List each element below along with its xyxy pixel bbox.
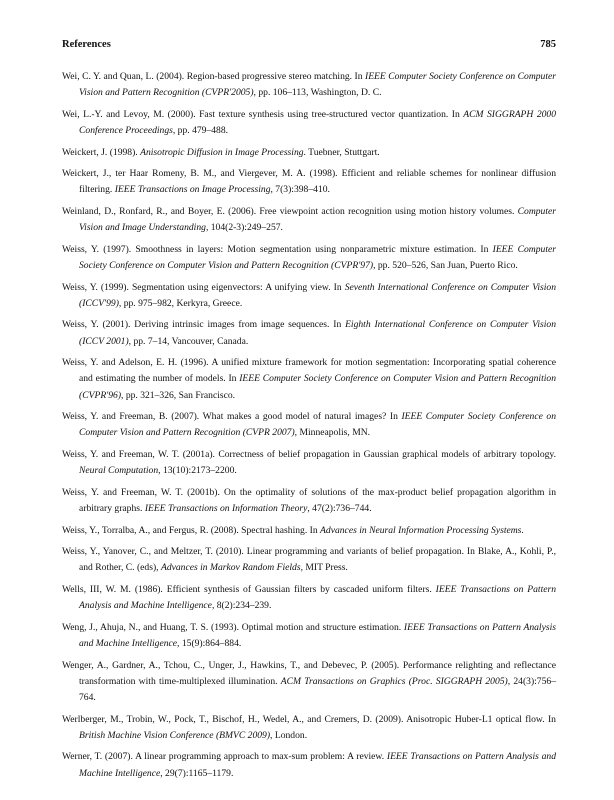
- ref-venue: British Machine Vision Conference (BMVC 2009): [79, 729, 271, 741]
- ref-title: Optimal motion and structure estimation.: [241, 621, 404, 633]
- ref-title: Anisotropic Huber-L1 optical flow. In: [406, 713, 556, 725]
- ref-authors: Weng, J., Ahuja, N., and Huang, T. S.: [62, 621, 209, 633]
- ref-venue: IEEE Transactions on Pattern Analysis and Machine Intelligence: [79, 751, 557, 779]
- reference-entry: [62, 166, 556, 198]
- ref-title: Efficient and reliable schemes for nonlinear diffusion filtering.: [79, 168, 556, 196]
- ref-title: Fast texture synthesis using tree-structured vector quantization. In: [199, 108, 464, 120]
- reference-entry: [62, 485, 556, 517]
- ref-venue: Neural Computation: [79, 465, 159, 477]
- reference-entry: [62, 447, 556, 479]
- ref-details: , 104(2-3):249–257.: [205, 222, 283, 234]
- ref-authors: Werner, T.: [62, 751, 103, 763]
- ref-authors: Werlberger, M., Trobin, W., Pock, T., Bischof, H., Wedel, A., and Cremers, D.: [62, 713, 373, 725]
- ref-year: (2008).: [210, 524, 239, 536]
- ref-details: , 24(3):756–764.: [79, 675, 556, 703]
- ref-venue: Seventh International Conference on Computer Vision (ICCV'99): [79, 281, 556, 309]
- ref-venue: Anisotropic Diffusion in Image Processing: [140, 146, 304, 158]
- ref-venue: ACM Transactions on Graphics (Proc. SIGGRAPH 2005): [280, 675, 508, 687]
- ref-venue: IEEE Computer Society Conference on Computer Vision and Pattern Recognition (CVPR'2005): [79, 71, 557, 99]
- ref-details: , pp. 321–326, San Francisco.: [121, 389, 236, 401]
- ref-venue: IEEE Transactions on Image Processing: [114, 184, 271, 196]
- ref-details: , MIT Press.: [300, 562, 348, 574]
- ref-venue: IEEE Computer Society Conference on Computer Vision and Pattern Recognition (CVPR'97): [79, 243, 556, 271]
- ref-authors: Weickert, J., ter Haar Romeny, B. M., and Viergever, M. A.: [62, 168, 306, 180]
- ref-title: Correctness of belief propagation in Gaussian graphical models of arbitrary topology.: [218, 448, 556, 460]
- ref-details: , London.: [270, 729, 308, 741]
- reference-entry: [62, 69, 556, 101]
- ref-venue: IEEE Computer Society Conference on Computer Vision and Pattern Recognition (CVPR 2007): [79, 411, 556, 439]
- ref-year: (1999).: [100, 281, 129, 293]
- ref-title: What makes a good model of natural images? In: [202, 411, 402, 423]
- reference-entry: [62, 242, 556, 274]
- ref-year: (2001).: [102, 319, 131, 331]
- ref-details: , 15(9):864–884.: [177, 637, 242, 649]
- reference-entry: [62, 712, 556, 744]
- reference-entry: [62, 280, 556, 312]
- ref-title: Region-based progressive stereo matching. In: [186, 71, 365, 82]
- reference-entry: [62, 107, 556, 139]
- ref-title: Linear programming and variants of belief propagation. In Blake, A., Kohli, P., and Rother, C. (eds),: [79, 546, 557, 574]
- ref-year: (2006).: [228, 205, 257, 217]
- reference-entry: [62, 658, 556, 707]
- ref-details: , pp. 975–982, Kerkyra, Greece.: [118, 297, 243, 309]
- reference-entry: [62, 145, 556, 161]
- ref-authors: Weinland, D., Ronfard, R., and Boyer, E.: [62, 205, 225, 217]
- ref-year: (2001b).: [187, 486, 220, 498]
- page-number: 785: [540, 39, 556, 50]
- reference-entry: [62, 317, 556, 349]
- ref-venue: Advances in Markov Random Fields: [160, 562, 301, 574]
- ref-title: On the optimality of solutions of the max-product belief propagation algorithm in arbitrary graphs.: [79, 486, 556, 514]
- ref-details: , pp. 520–526, San Juan, Puerto Rico.: [373, 259, 518, 271]
- reference-entry: [62, 355, 556, 404]
- ref-authors: Weiss, Y. and Freeman, W. T.: [62, 486, 183, 498]
- ref-year: (1998).: [109, 146, 138, 158]
- ref-title: A linear programming approach to max-sum problem: A review.: [135, 751, 387, 763]
- ref-authors: Weiss, Y. and Freeman, B.: [62, 411, 168, 423]
- ref-year: (2000).: [167, 108, 196, 120]
- ref-title: Performance relighting and reflectance transformation with time-multiplexed illumination.: [79, 659, 556, 687]
- ref-authors: Weiss, Y.: [62, 319, 99, 331]
- reference-entry: [62, 204, 556, 236]
- ref-details: , pp. 7–14, Vancouver, Canada.: [128, 335, 249, 347]
- ref-year: (2009).: [375, 713, 404, 725]
- reference-entry: [62, 749, 556, 781]
- ref-authors: Weiss, Y. and Adelson, E. H.: [62, 357, 178, 369]
- ref-year: (1996).: [180, 357, 209, 369]
- ref-title: Efficient synthesis of Gaussian filters by cascaded uniform filters.: [166, 583, 436, 595]
- ref-venue: ACM SIGGRAPH 2000 Conference Proceedings: [79, 108, 557, 136]
- ref-details: , pp. 479–488.: [172, 125, 229, 136]
- ref-authors: Weiss, Y. and Freeman, W. T.: [62, 448, 180, 460]
- ref-venue: IEEE Transactions on Pattern Analysis and Machine Intelligence: [79, 621, 556, 649]
- ref-title: A unified mixture framework for motion segmentation: Incorporating spatial coherence and estimating the number of models. In: [79, 357, 556, 385]
- ref-year: (1986).: [134, 583, 163, 595]
- ref-authors: Wei, C. Y. and Quan, L.: [62, 71, 154, 82]
- ref-details: , Minneapolis, MN.: [294, 427, 371, 439]
- ref-year: (1998).: [309, 168, 338, 180]
- section-title: References: [62, 39, 111, 50]
- ref-details: , pp. 106–113, Washington, D. C.: [253, 87, 382, 99]
- ref-details: , 29(7):1165–1179.: [160, 767, 234, 779]
- ref-venue: IEEE Computer Society Conference on Computer Vision and Pattern Recognition (CVPR'96): [79, 373, 557, 401]
- ref-year: (2001a).: [182, 448, 215, 460]
- ref-title: Smoothness in layers: Motion segmentation using nonparametric mixture estimation. In: [135, 243, 493, 255]
- ref-details: , 8(2):234–239.: [211, 600, 272, 612]
- ref-authors: Wenger, A., Gardner, A., Tchou, C., Unger, J., Hawkins, T., and Debevec, P.: [62, 659, 368, 671]
- ref-authors: Weickert, J.: [62, 146, 108, 158]
- ref-venue: Computer Vision and Image Understanding: [79, 205, 557, 234]
- ref-title: Free viewpoint action recognition using motion history volumes.: [259, 205, 518, 217]
- reference-entry: [62, 523, 556, 539]
- ref-title: Deriving intrinsic images from image sequences. In: [134, 319, 346, 331]
- ref-year: (2010).: [215, 546, 244, 558]
- ref-title: Segmentation using eigenvectors: A unifying view. In: [131, 281, 345, 293]
- ref-venue: IEEE Transactions on Information Theory: [144, 502, 308, 514]
- ref-authors: Weiss, Y., Yanover, C., and Meltzer, T.: [62, 546, 213, 558]
- reference-list: [62, 69, 556, 787]
- reference-entry: [62, 582, 556, 614]
- reference-entry: [62, 544, 556, 576]
- ref-details: .: [521, 524, 524, 536]
- ref-authors: Wells, III, W. M.: [62, 583, 131, 595]
- ref-details: , 7(3):398–410.: [270, 184, 330, 196]
- ref-year: (1993).: [211, 621, 240, 633]
- ref-details: , 47(2):736–744.: [307, 502, 372, 514]
- ref-year: (1997).: [103, 243, 132, 255]
- running-header: [62, 39, 556, 55]
- ref-title: Spectral hashing. In: [241, 524, 321, 536]
- reference-entry: [62, 620, 556, 652]
- ref-year: (2004).: [156, 71, 185, 82]
- ref-year: (2007).: [171, 411, 200, 423]
- ref-year: (2005).: [371, 659, 400, 671]
- ref-details: , 13(10):2173–2200.: [158, 465, 237, 477]
- ref-year: (2007).: [104, 751, 133, 763]
- reference-entry: [62, 409, 556, 441]
- ref-details: . Tuebner, Stuttgart.: [303, 146, 380, 158]
- ref-authors: Weiss, Y., Torralba, A., and Fergus, R.: [62, 524, 209, 536]
- ref-venue: Advances in Neural Information Processing Systems: [320, 524, 522, 536]
- ref-authors: Wei, L.-Y. and Levoy, M.: [62, 108, 165, 120]
- ref-venue: Eighth International Conference on Computer Vision (ICCV 2001): [79, 319, 556, 347]
- ref-venue: IEEE Transactions on Pattern Analysis and Machine Intelligence: [79, 583, 557, 612]
- ref-authors: Weiss, Y.: [62, 243, 100, 255]
- ref-authors: Weiss, Y.: [62, 281, 98, 293]
